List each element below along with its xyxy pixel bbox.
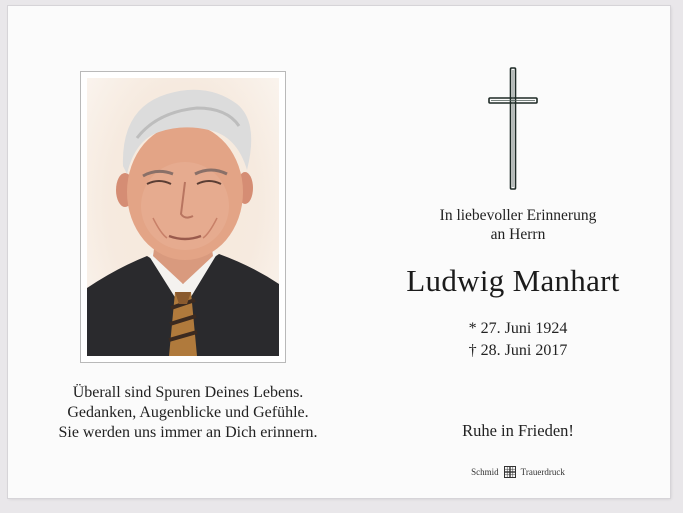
memorial-heading	[403, 206, 633, 244]
grid-cross-logo-icon	[504, 466, 516, 478]
life-dates	[403, 318, 633, 362]
printer-imprint	[438, 464, 598, 480]
memorial-card	[8, 6, 670, 498]
poem-line: Überall sind Spuren Deines Lebens.	[72, 384, 304, 401]
poem-line: Sie werden uns immer an Dich erinnern.	[58, 424, 318, 441]
deceased-name: Ludwig Manhart	[406, 263, 620, 298]
poem	[28, 383, 348, 443]
printer-label: Trauerdruck	[520, 467, 565, 477]
memory-line: an Herrn	[490, 226, 546, 243]
cross-icon	[486, 66, 542, 192]
birth-date: * 27. Juni 1924	[468, 320, 568, 337]
death-date: † 28. Juni 2017	[468, 342, 568, 359]
closing-text: Ruhe in Frieden!	[462, 421, 574, 440]
printer-name: Schmid	[471, 467, 499, 477]
poem-line: Gedanken, Augenblicke und Gefühle.	[67, 404, 309, 421]
portrait-photo	[87, 78, 279, 356]
memory-line: In liebevoller Erinnerung	[439, 207, 597, 224]
portrait-frame	[80, 71, 286, 363]
